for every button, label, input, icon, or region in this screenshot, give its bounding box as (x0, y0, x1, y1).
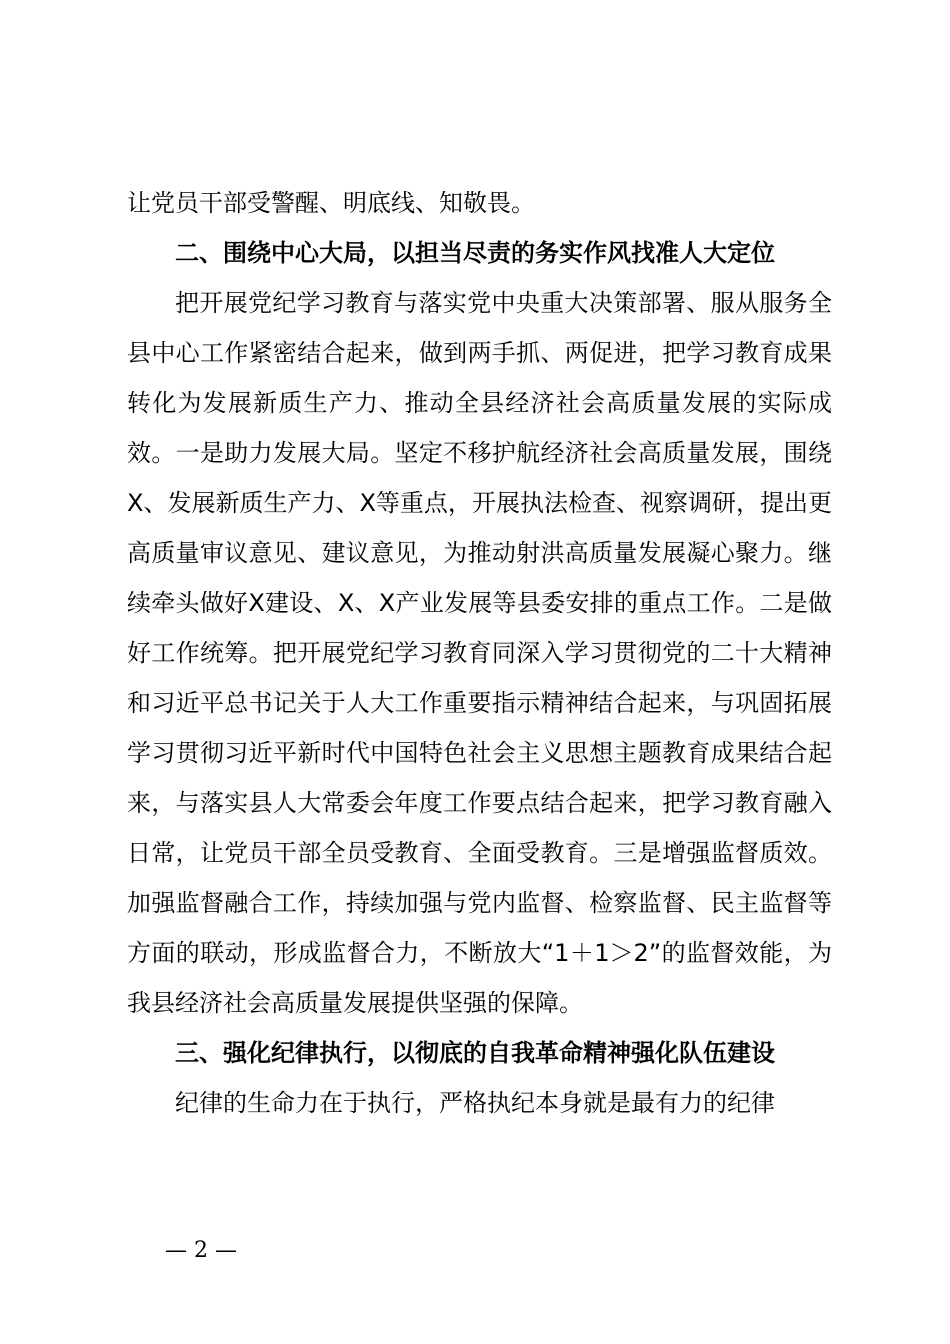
page-number: — 2 — (165, 1238, 237, 1263)
section-heading-2: 二、围绕中心大局，以担当尽责的务实作风找准人大定位 (175, 239, 775, 267)
document-body (127, 178, 832, 1128)
paragraph-section-2: 把开展党纪学习教育与落实党中央重大决策部署、服从服务全县中心工作紧密结合起来，做到两手抓、两促进，把学习教育成果转化为发展新质生产力、推动全县经济社会高质量发展的实际成效。一是助力发展大局。坚定不移护航经济社会高质量发展，围绕X、发展新质生产力、X等重点，开展执法检查、视察调研，提出更高质量审议意见、建议意见，为推动射洪高质量发展凝心聚力。继续牵头做好X建设、X、X产业发展等县委安排的重点工作。二是做好工作统筹。把开展党纪学习教育同深入学习贯彻党的二十大精神和习近平总书记关于人大工作重要指示精神结合起来，与巩固拓展学习贯彻习近平新时代中国特色社会主义思想主题教育成果结合起来，与落实县人大常委会年度工作要点结合起来，把学习教育融入日常，让党员干部全员受教育、全面受教育。三是增强监督质效。加强监督融合工作，持续加强与党内监督、检察监督、民主监督等方面的联动，形成监督合力，不断放大“1＋1＞2”的监督效能，为我县经济社会高质量发展提供坚强的保障。 (127, 289, 832, 1017)
paragraph-section-3: 纪律的生命力在于执行，严格执纪本身就是最有力的纪律 (175, 1089, 775, 1117)
section-heading-3: 三、强化纪律执行，以彻底的自我革命精神强化队伍建设 (175, 1039, 775, 1067)
paragraph-continuation: 让党员干部受警醒、明底线、知敬畏。 (127, 189, 535, 217)
